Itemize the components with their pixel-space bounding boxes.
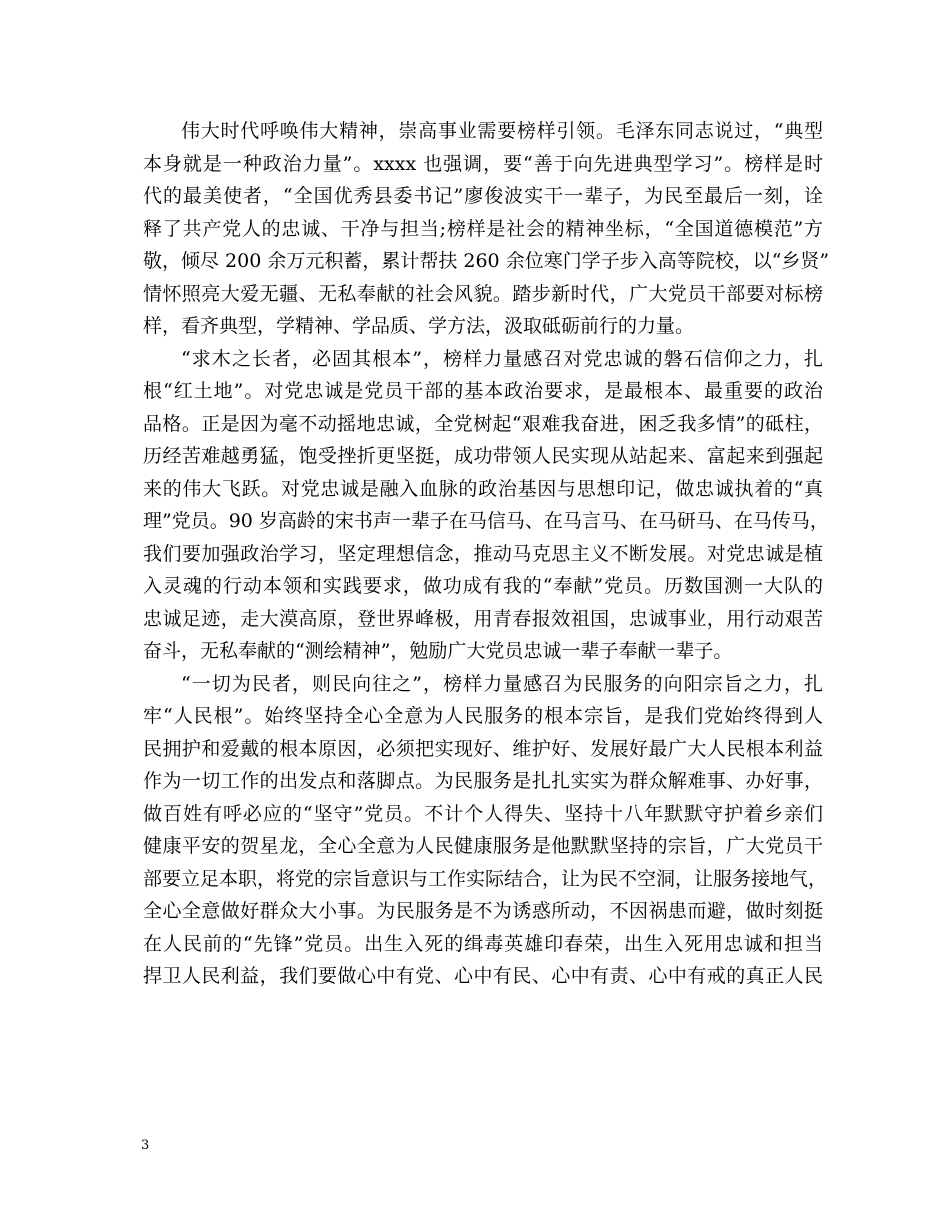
page-number: 3 — [141, 1138, 150, 1153]
text-line: 历经苦难越勇猛，饱受挫折更坚挺，成功带领人民实现从站起来、富起来到强起 — [143, 445, 823, 467]
text-line: 作为一切工作的出发点和落脚点。为民服务是扎扎实实为群众解难事、办好事， — [143, 770, 823, 792]
text-line: 我们要加强政治学习，坚定理想信念，推动马克思主义不断发展。对党忠诚是植 — [143, 542, 823, 565]
text-line: “一切为民者，则民向往之”，榜样力量感召为民服务的向阳宗旨之力，扎 — [181, 672, 823, 695]
text-line: 情怀照亮大爱无疆、无私奉献的社会风貌。踏步新时代，广大党员干部要对标榜 — [143, 282, 823, 305]
paragraph — [143, 343, 829, 668]
text-line: 根“红土地”。对党忠诚是党员干部的基本政治要求，是最根本、最重要的政治 — [143, 380, 823, 402]
text-line: 捍卫人民利益，我们要做心中有党、心中有民、心中有责、心中有戒的真正人民 — [143, 965, 823, 987]
text-line: 忠诚足迹，走大漠高原，登世界峰极，用青春报效祖国，忠诚事业，用行动艰苦 — [143, 607, 823, 630]
paragraph — [143, 115, 830, 343]
text-line: 入灵魂的行动本领和实践要求，做功成有我的“奉献”党员。历数国测一大队的 — [143, 575, 823, 597]
paragraph — [143, 668, 828, 993]
text-line: 释了共产党人的忠诚、干净与担当;榜样是社会的精神坐标，“全国道德模范”方 — [143, 217, 823, 240]
document-body — [143, 115, 830, 993]
text-line: 牢“人民根”。始终坚持全心全意为人民服务的根本宗旨，是我们党始终得到人 — [143, 705, 823, 727]
text-line: 健康平安的贺星龙，全心全意为人民健康服务是他默默坚持的宗旨，广大党员干 — [143, 835, 823, 857]
text-line: 做百姓有呼必应的“坚守”党员。不计个人得失、坚持十八年默默守护着乡亲们 — [143, 802, 823, 825]
text-line: 奋斗，无私奉献的“测绘精神”，勉励广大党员忠诚一辈子奉献一辈子。 — [143, 640, 733, 662]
text-line: “求木之长者，必固其根本”，榜样力量感召对党忠诚的磐石信仰之力，扎 — [181, 347, 823, 370]
text-line: 民拥护和爱戴的根本原因，必须把实现好、维护好、发展好最广大人民根本利益 — [143, 737, 823, 760]
text-line: 全心全意做好群众大小事。为民服务是不为诱惑所动，不因祸患而避，做时刻挺 — [143, 900, 823, 922]
text-line: 本身就是一种政治力量”。xxxx 也强调，要“善于向先进典型学习”。榜样是时 — [143, 152, 823, 175]
text-line: 理”党员。90 岁高龄的宋书声一辈子在马信马、在马言马、在马研马、在马传马， — [143, 510, 829, 532]
text-line: 部要立足本职，将党的宗旨意识与工作实际结合，让为民不空洞，让服务接地气， — [143, 867, 828, 890]
text-line: 代的最美使者，“全国优秀县委书记”廖俊波实干一辈子，为民至最后一刻，诠 — [143, 185, 823, 207]
text-line: 品格。正是因为毫不动摇地忠诚，全党树起“艰难我奋进，困乏我多情”的砥柱， — [143, 412, 823, 435]
text-line: 在人民前的“先锋”党员。出生入死的缉毒英雄印春荣，出生入死用忠诚和担当 — [143, 932, 823, 955]
text-line: 样，看齐典型，学精神、学品质、学方法，汲取砥砺前行的力量。 — [143, 315, 695, 337]
text-line: 伟大时代呼唤伟大精神，崇高事业需要榜样引领。毛泽东同志说过，“典型 — [181, 120, 823, 142]
text-line: 来的伟大飞跃。对党忠诚是融入血脉的政治基因与思想印记，做忠诚执着的“真 — [143, 477, 823, 500]
text-line: 敬，倾尽 200 余万元积蓄，累计帮扶 260 余位寒门学子步入高等院校，以“乡贤” — [143, 250, 830, 272]
